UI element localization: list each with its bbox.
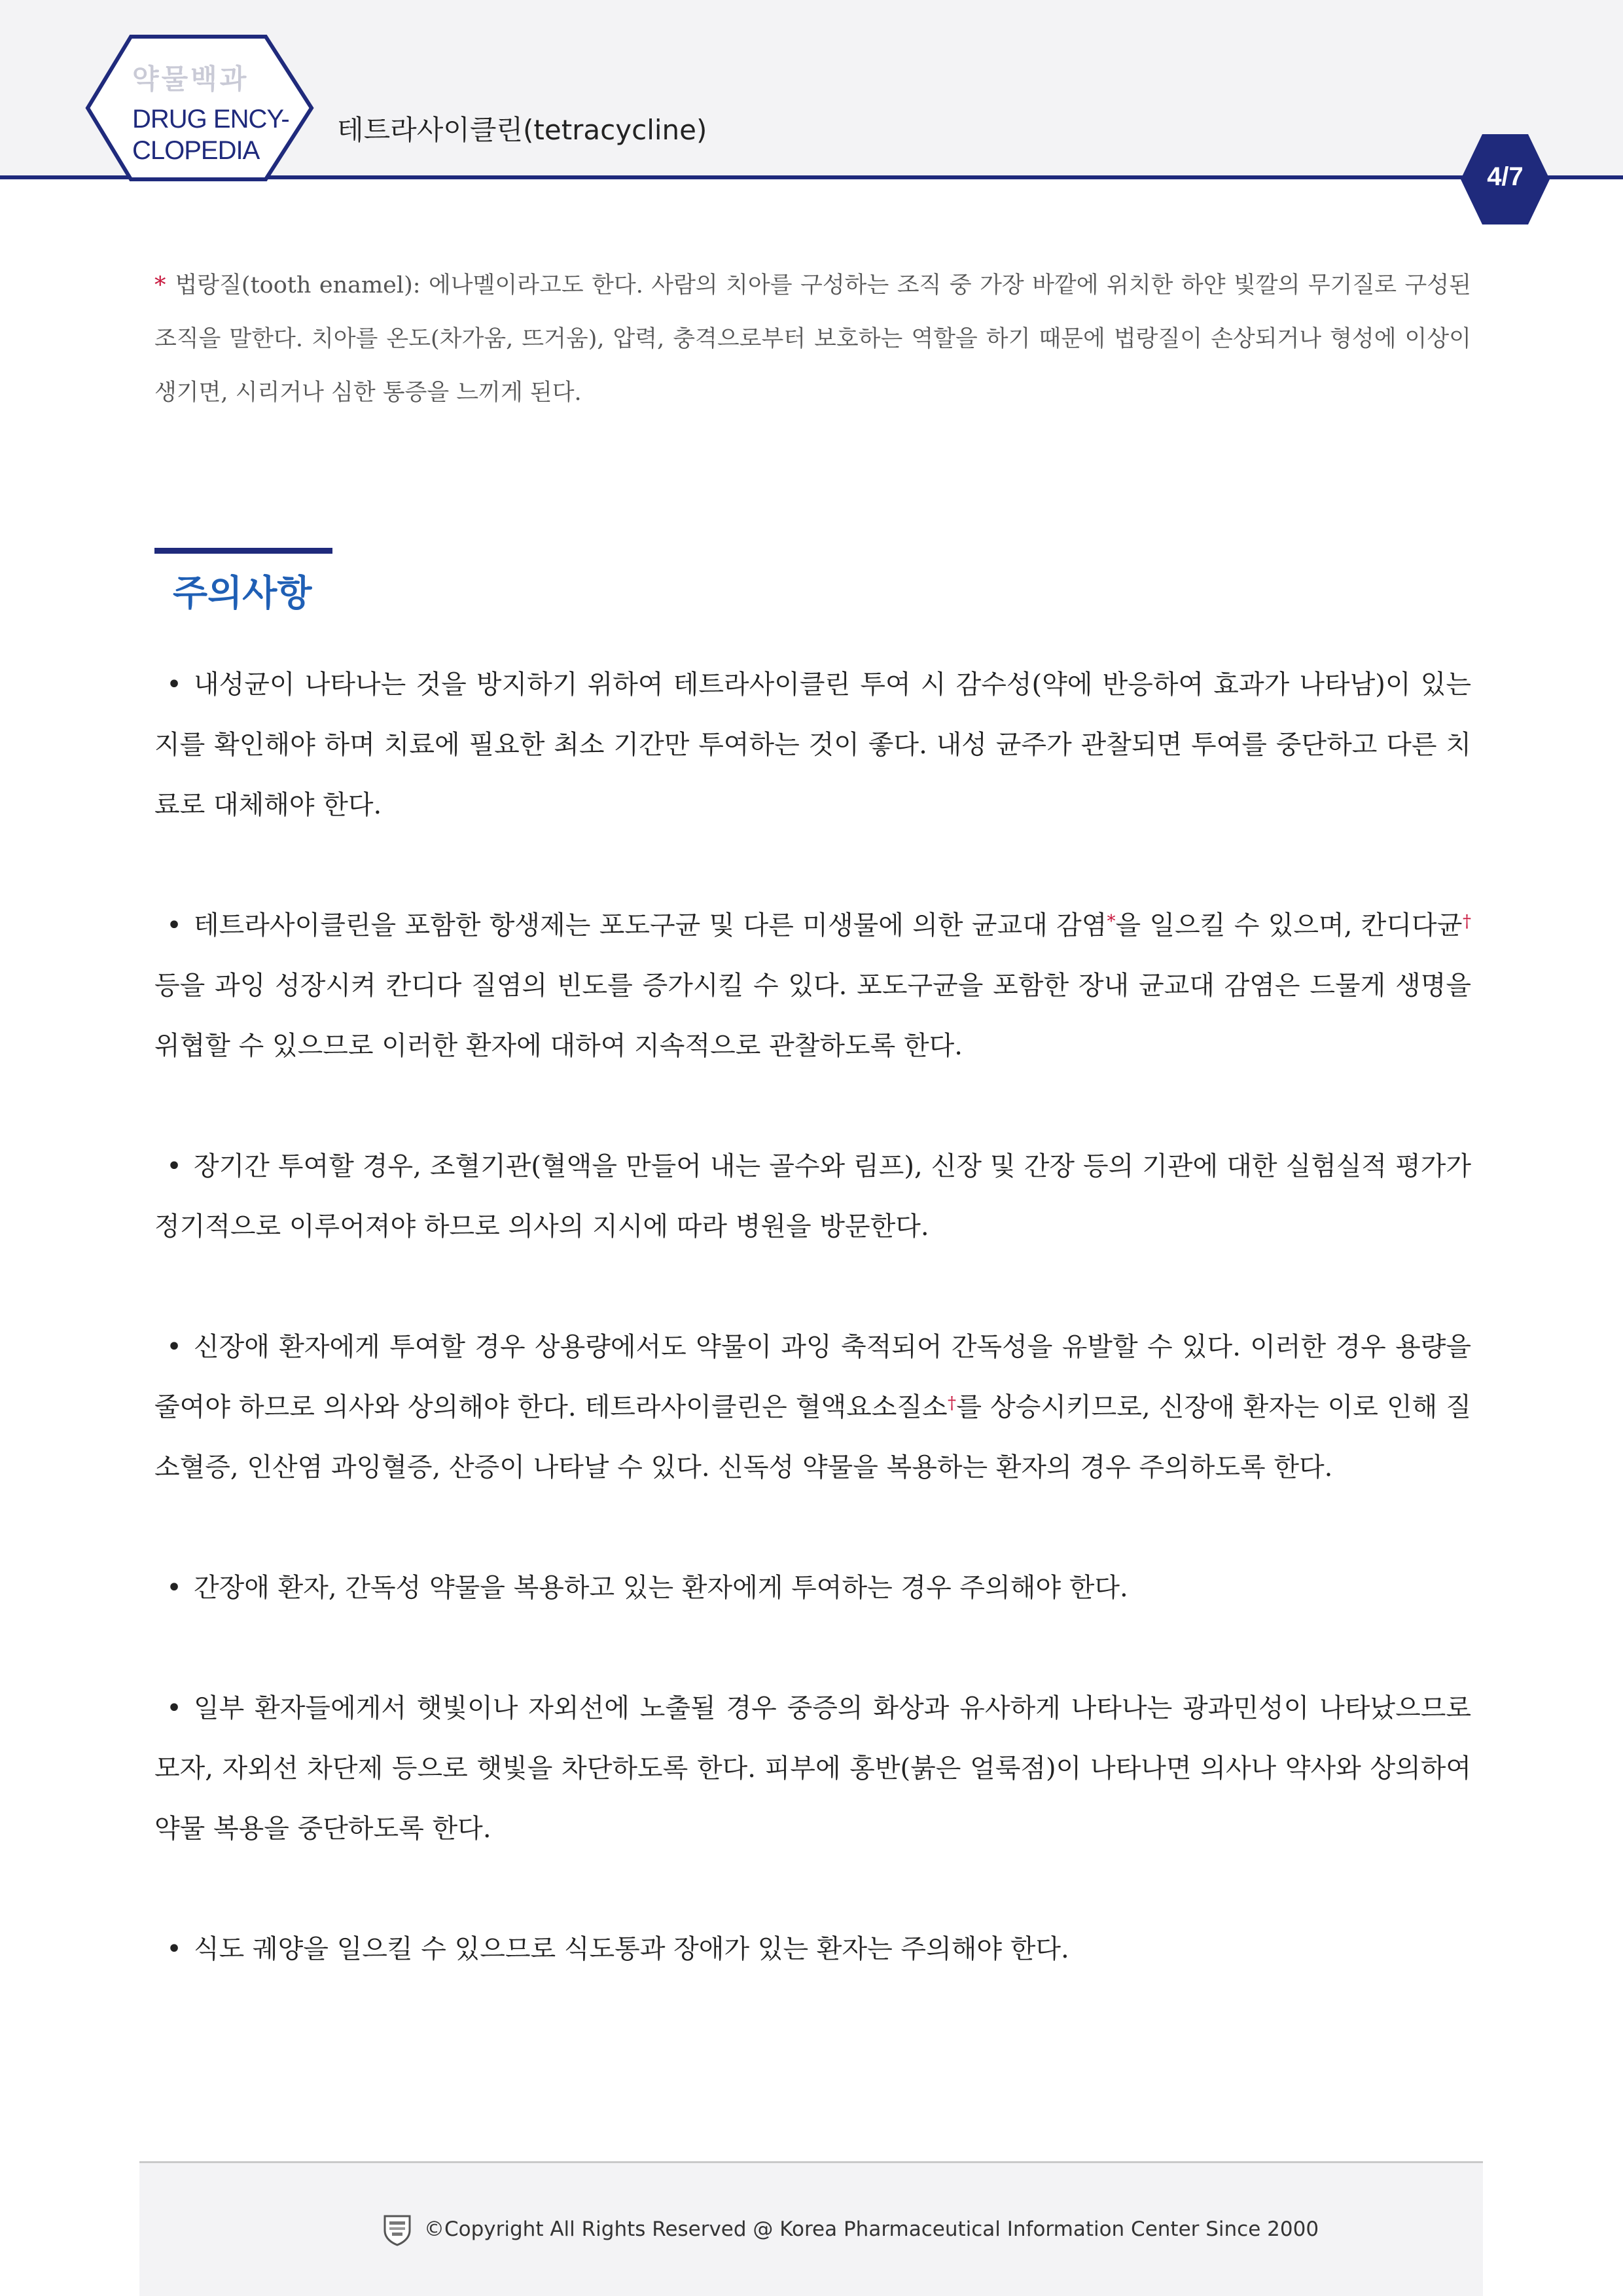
page-number: 4/7	[1487, 162, 1524, 191]
list-item	[154, 1558, 1471, 1618]
logo-korean: 약물백과	[132, 63, 249, 94]
logo-english-line1: DRUG ENCY-	[132, 105, 289, 134]
bullet-icon: •	[166, 1934, 182, 1964]
list-item	[154, 1136, 1471, 1257]
list-item-text: 신장애 환자에게 투여할 경우 상용량에서도 약물이 과잉 축적되어 간독성을 유발할 수 있다. 이러한 경우 용량을 줄여야 하므로 의사와 상의해야 한다. 테트라사이클린은 혈액요소질소	[154, 1332, 1471, 1422]
footnote-marker: *	[154, 272, 166, 298]
footnote-text: 법랑질(tooth enamel): 에나멜이라고도 한다. 사람의 치아를 구성하는 조직 중 가장 바깥에 위치한 하얀 빛깔의 무기질로 구성된 조직을 말한다. 치아를 온도(차가움, 뜨거움), 압력, 충격으로부터 보호하는 역할을 하기 때문에 법랑질이 손상되거나 형성에 이상이 생기면, 시리거나 심한 통증을 느끼게 된다.	[154, 272, 1471, 406]
list-item-text: 을 일으킬 수 있으며, 칸디다균	[1115, 910, 1463, 941]
logo-english-line2: CLOPEDIA	[132, 136, 260, 165]
bullet-icon: •	[166, 1151, 182, 1181]
footnote-ref: *	[1107, 912, 1116, 931]
list-item	[154, 895, 1471, 1076]
list-item-text: 테트라사이클린을 포함한 항생제는 포도구균 및 다른 미생물에 의한 균교대 감염	[194, 910, 1107, 941]
list-item-text: 등을 과잉 성장시켜 칸디다 질염의 빈도를 증가시킬 수 있다. 포도구균을 포함한 장내 균교대 감염은 드물게 생명을 위협할 수 있으므로 이러한 환자에 대하여 지속적으로 관찰하도록 한다.	[154, 971, 1471, 1061]
list-item-text: 식도 궤양을 일으킬 수 있으므로 식도통과 장애가 있는 환자는 주의해야 한다.	[194, 1934, 1069, 1964]
list-item	[154, 1317, 1471, 1498]
list-item-text: 내성균이 나타나는 것을 방지하기 위하여 테트라사이클린 투여 시 감수성(약에 반응하여 효과가 나타남)이 있는지를 확인해야 하며 치료에 필요한 최소 기간만 투여하는 것이 좋다. 내성 균주가 관찰되면 투여를 중단하고 다른 치료로 대체해야 한다.	[154, 670, 1471, 820]
list-item	[154, 1919, 1471, 1979]
list-item-text: 간장애 환자, 간독성 약물을 복용하고 있는 환자에게 투여하는 경우 주의해야 한다.	[194, 1573, 1128, 1603]
shield-icon	[383, 2214, 412, 2246]
footnote	[154, 259, 1471, 420]
precautions-list	[154, 655, 1471, 2039]
list-item-text: 일부 환자들에게서 햇빛이나 자외선에 노출될 경우 중증의 화상과 유사하게 나타나는 광과민성이 나타났으므로 모자, 자외선 차단제 등으로 햇빛을 차단하도록 한다. 피부에 홍반(붉은 얼룩점)이 나타나면 의사나 약사와 상의하여 약물 복용을 중단하도록 한다.	[154, 1693, 1471, 1844]
bullet-icon: •	[166, 1693, 182, 1723]
list-item-text: 장기간 투여할 경우, 조혈기관(혈액을 만들어 내는 골수와 림프), 신장 및 간장 등의 기관에 대한 실험실적 평가가 정기적으로 이루어져야 하므로 의사의 지시에 따라 병원을 방문한다.	[154, 1151, 1471, 1242]
footnote-ref: †	[947, 1393, 957, 1413]
list-item-text: 를 상승시키므로, 신장애 환자는 이로 인해 질소혈증, 인산염 과잉혈증, 산증이 나타날 수 있다. 신독성 약물을 복용하는 환자의 경우 주의하도록 한다.	[154, 1392, 1471, 1482]
list-item	[154, 655, 1471, 835]
section-title: 주의사항	[173, 572, 312, 614]
logo	[132, 65, 302, 166]
bullet-icon: •	[166, 910, 182, 941]
bullet-icon: •	[166, 1332, 182, 1362]
bullet-icon: •	[166, 1573, 182, 1603]
copyright-text: ©Copyright All Rights Reserved @ Korea Pharmaceutical Information Center Since 2000	[424, 2217, 1319, 2241]
list-item	[154, 1678, 1471, 1859]
footnote-ref: †	[1462, 912, 1471, 931]
section-title-bar	[154, 548, 332, 554]
document-title: 테트라사이클린(tetracycline)	[337, 114, 707, 146]
bullet-icon: •	[166, 670, 182, 700]
